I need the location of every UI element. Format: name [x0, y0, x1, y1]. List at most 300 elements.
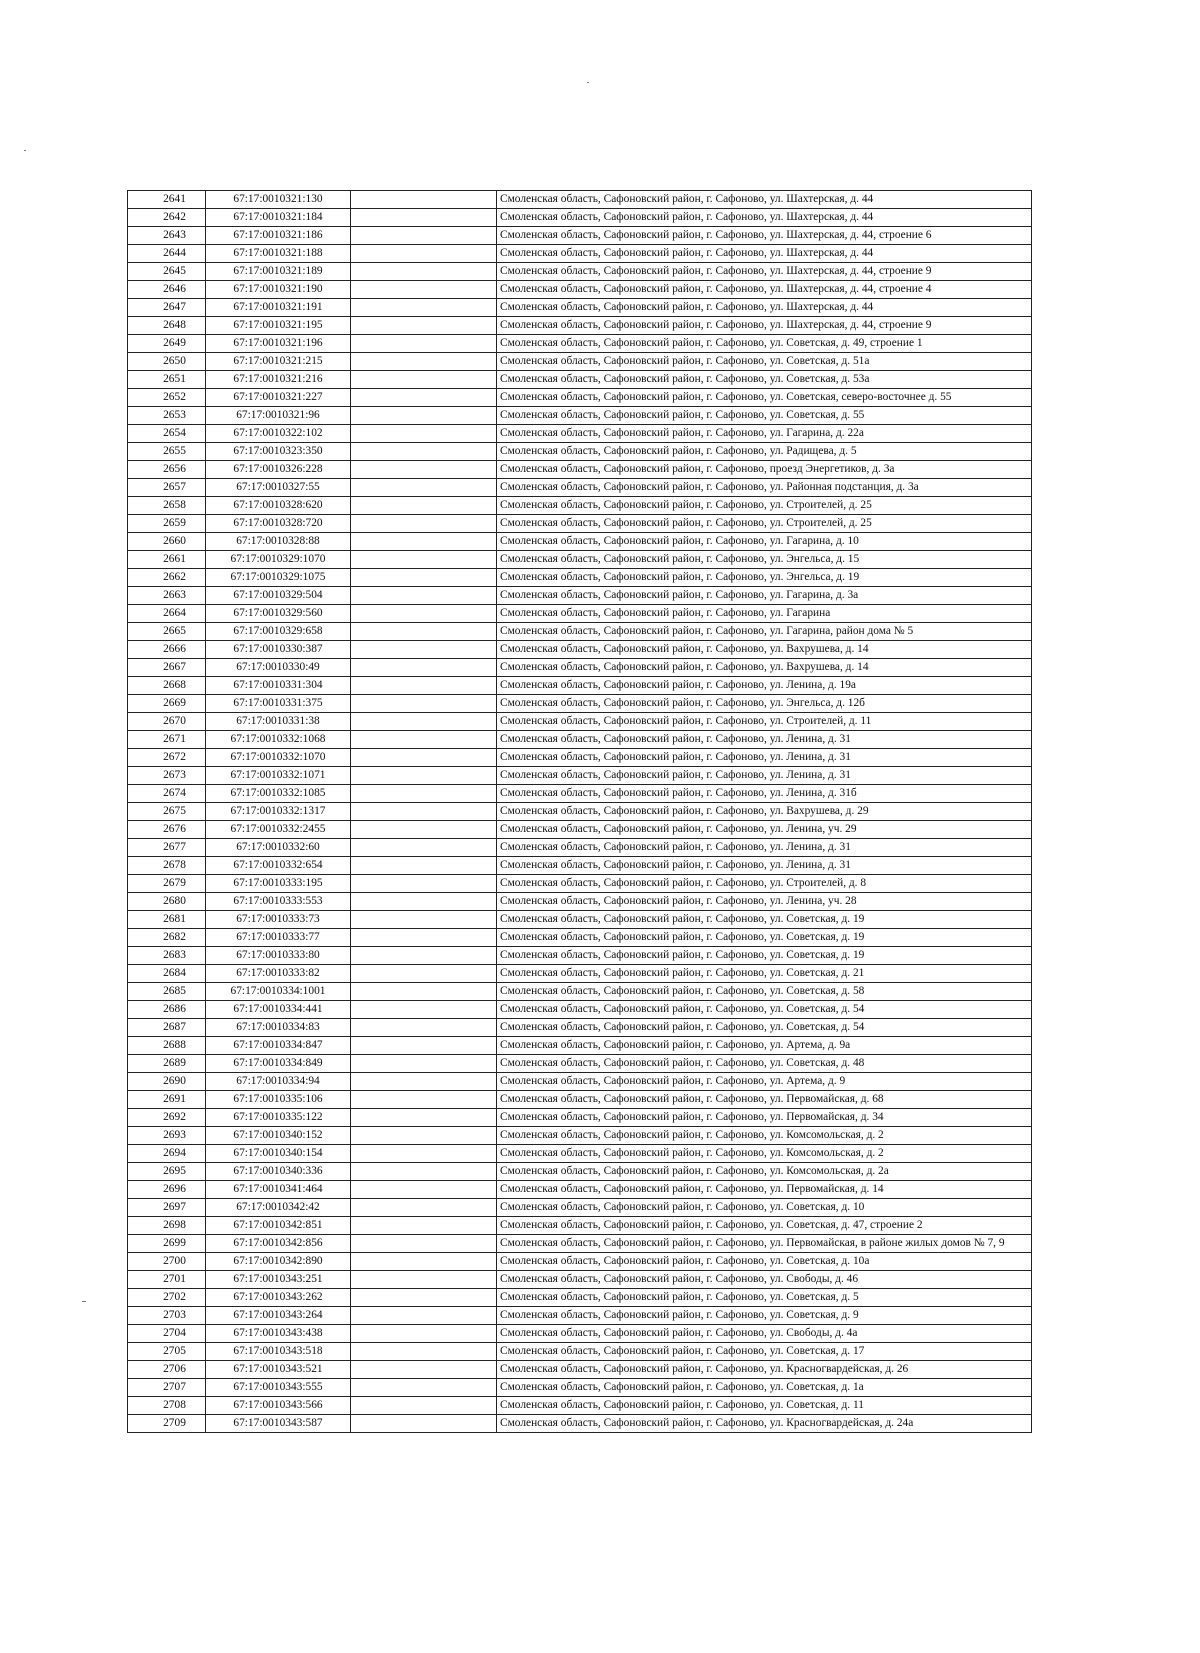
row-number-cell: 2647 — [128, 299, 206, 317]
empty-cell — [351, 1253, 497, 1271]
row-number-cell: 2708 — [128, 1397, 206, 1415]
address-cell: Смоленская область, Сафоновский район, г. Сафоново, ул. Свободы, д. 4а — [497, 1325, 1032, 1343]
empty-cell — [351, 1055, 497, 1073]
table-row — [128, 641, 1032, 659]
cadastral-number-cell: 67:17:0010333:553 — [206, 893, 351, 911]
table-row — [128, 1217, 1032, 1235]
empty-cell — [351, 659, 497, 677]
row-number-cell: 2669 — [128, 695, 206, 713]
address-cell: Смоленская область, Сафоновский район, г. Сафоново, ул. Первомайская, д. 14 — [497, 1181, 1032, 1199]
row-number-cell: 2697 — [128, 1199, 206, 1217]
empty-cell — [351, 407, 497, 425]
row-number-cell: 2654 — [128, 425, 206, 443]
row-number-cell: 2657 — [128, 479, 206, 497]
table-row — [128, 983, 1032, 1001]
address-cell: Смоленская область, Сафоновский район, г. Сафоново, ул. Шахтерская, д. 44, строение 6 — [497, 227, 1032, 245]
row-number-cell: 2667 — [128, 659, 206, 677]
empty-cell — [351, 1325, 497, 1343]
empty-cell — [351, 803, 497, 821]
row-number-cell: 2649 — [128, 335, 206, 353]
empty-cell — [351, 929, 497, 947]
cadastral-number-cell: 67:17:0010332:60 — [206, 839, 351, 857]
address-cell: Смоленская область, Сафоновский район, г. Сафоново, ул. Красногвардейская, д. 24а — [497, 1415, 1032, 1433]
row-number-cell: 2693 — [128, 1127, 206, 1145]
cadastral-number-cell: 67:17:0010343:587 — [206, 1415, 351, 1433]
row-number-cell: 2666 — [128, 641, 206, 659]
cadastral-number-cell: 67:17:0010343:251 — [206, 1271, 351, 1289]
empty-cell — [351, 875, 497, 893]
address-cell: Смоленская область, Сафоновский район, г. Сафоново, ул. Советская, д. 47, строение 2 — [497, 1217, 1032, 1235]
row-number-cell: 2705 — [128, 1343, 206, 1361]
table-row — [128, 947, 1032, 965]
empty-cell — [351, 209, 497, 227]
table-row — [128, 929, 1032, 947]
table-row — [128, 191, 1032, 209]
row-number-cell: 2703 — [128, 1307, 206, 1325]
address-cell: Смоленская область, Сафоновский район, г. Сафоново, ул. Комсомольская, д. 2 — [497, 1145, 1032, 1163]
table-row — [128, 1109, 1032, 1127]
cadastral-number-cell: 67:17:0010331:304 — [206, 677, 351, 695]
cadastral-number-cell: 67:17:0010343:262 — [206, 1289, 351, 1307]
cadastral-number-cell: 67:17:0010322:102 — [206, 425, 351, 443]
empty-cell — [351, 695, 497, 713]
cadastral-number-cell: 67:17:0010329:560 — [206, 605, 351, 623]
empty-cell — [351, 1091, 497, 1109]
address-cell: Смоленская область, Сафоновский район, г. Сафоново, ул. Строителей, д. 25 — [497, 515, 1032, 533]
table-row — [128, 551, 1032, 569]
table-row — [128, 1199, 1032, 1217]
table-row — [128, 1253, 1032, 1271]
table-row — [128, 371, 1032, 389]
cadastral-number-cell: 67:17:0010332:1085 — [206, 785, 351, 803]
empty-cell — [351, 623, 497, 641]
row-number-cell: 2668 — [128, 677, 206, 695]
row-number-cell: 2671 — [128, 731, 206, 749]
table-row — [128, 875, 1032, 893]
table-row — [128, 857, 1032, 875]
address-cell: Смоленская область, Сафоновский район, г. Сафоново, ул. Ленина, д. 19а — [497, 677, 1032, 695]
address-cell: Смоленская область, Сафоновский район, г. Сафоново, ул. Советская, д. 21 — [497, 965, 1032, 983]
cadastral-number-cell: 67:17:0010332:654 — [206, 857, 351, 875]
address-cell: Смоленская область, Сафоновский район, г. Сафоново, ул. Первомайская, д. 34 — [497, 1109, 1032, 1127]
empty-cell — [351, 1379, 497, 1397]
cadastral-number-cell: 67:17:0010332:1068 — [206, 731, 351, 749]
row-number-cell: 2696 — [128, 1181, 206, 1199]
table-row — [128, 713, 1032, 731]
address-cell: Смоленская область, Сафоновский район, г. Сафоново, ул. Энгельса, д. 19 — [497, 569, 1032, 587]
address-cell: Смоленская область, Сафоновский район, г. Сафоново, ул. Ленина, уч. 28 — [497, 893, 1032, 911]
empty-cell — [351, 893, 497, 911]
table-row — [128, 1361, 1032, 1379]
row-number-cell: 2688 — [128, 1037, 206, 1055]
cadastral-number-cell: 67:17:0010340:152 — [206, 1127, 351, 1145]
row-number-cell: 2660 — [128, 533, 206, 551]
cadastral-number-cell: 67:17:0010329:1070 — [206, 551, 351, 569]
cadastral-number-cell: 67:17:0010328:88 — [206, 533, 351, 551]
table-row — [128, 767, 1032, 785]
address-cell: Смоленская область, Сафоновский район, г. Сафоново, ул. Свободы, д. 46 — [497, 1271, 1032, 1289]
address-cell: Смоленская область, Сафоновский район, г. Сафоново, ул. Энгельса, д. 12б — [497, 695, 1032, 713]
cadastral-registry-table — [127, 190, 1032, 1433]
cadastral-number-cell: 67:17:0010335:106 — [206, 1091, 351, 1109]
empty-cell — [351, 1163, 497, 1181]
empty-cell — [351, 1289, 497, 1307]
empty-cell — [351, 1415, 497, 1433]
address-cell: Смоленская область, Сафоновский район, г. Сафоново, ул. Ленина, д. 31 — [497, 749, 1032, 767]
address-cell: Смоленская область, Сафоновский район, г. Сафоново, ул. Гагарина, район дома № 5 — [497, 623, 1032, 641]
cadastral-number-cell: 67:17:0010332:2455 — [206, 821, 351, 839]
cadastral-number-cell: 67:17:0010329:504 — [206, 587, 351, 605]
address-cell: Смоленская область, Сафоновский район, г. Сафоново, ул. Строителей, д. 11 — [497, 713, 1032, 731]
row-number-cell: 2675 — [128, 803, 206, 821]
address-cell: Смоленская область, Сафоновский район, г. Сафоново, ул. Советская, д. 19 — [497, 929, 1032, 947]
cadastral-number-cell: 67:17:0010321:227 — [206, 389, 351, 407]
row-number-cell: 2707 — [128, 1379, 206, 1397]
table-row — [128, 515, 1032, 533]
empty-cell — [351, 965, 497, 983]
row-number-cell: 2648 — [128, 317, 206, 335]
row-number-cell: 2642 — [128, 209, 206, 227]
table-row — [128, 839, 1032, 857]
empty-cell — [351, 749, 497, 767]
row-number-cell: 2701 — [128, 1271, 206, 1289]
table-row — [128, 893, 1032, 911]
row-number-cell: 2695 — [128, 1163, 206, 1181]
row-number-cell: 2689 — [128, 1055, 206, 1073]
table-row — [128, 317, 1032, 335]
address-cell: Смоленская область, Сафоновский район, г. Сафоново, ул. Районная подстанция, д. 3а — [497, 479, 1032, 497]
empty-cell — [351, 587, 497, 605]
address-cell: Смоленская область, Сафоновский район, г. Сафоново, ул. Первомайская, д. 68 — [497, 1091, 1032, 1109]
row-number-cell: 2677 — [128, 839, 206, 857]
empty-cell — [351, 1397, 497, 1415]
empty-cell — [351, 947, 497, 965]
empty-cell — [351, 731, 497, 749]
empty-cell — [351, 983, 497, 1001]
cadastral-number-cell: 67:17:0010343:438 — [206, 1325, 351, 1343]
table-row — [128, 821, 1032, 839]
empty-cell — [351, 263, 497, 281]
table-row — [128, 1235, 1032, 1253]
table-row — [128, 1271, 1032, 1289]
cadastral-number-cell: 67:17:0010321:96 — [206, 407, 351, 425]
table-row — [128, 1379, 1032, 1397]
address-cell: Смоленская область, Сафоновский район, г. Сафоново, ул. Советская, д. 48 — [497, 1055, 1032, 1073]
empty-cell — [351, 1199, 497, 1217]
empty-cell — [351, 911, 497, 929]
row-number-cell: 2652 — [128, 389, 206, 407]
address-cell: Смоленская область, Сафоновский район, г. Сафоново, ул. Комсомольская, д. 2а — [497, 1163, 1032, 1181]
empty-cell — [351, 1235, 497, 1253]
cadastral-number-cell: 67:17:0010342:890 — [206, 1253, 351, 1271]
row-number-cell: 2658 — [128, 497, 206, 515]
row-number-cell: 2670 — [128, 713, 206, 731]
cadastral-number-cell: 67:17:0010321:186 — [206, 227, 351, 245]
address-cell: Смоленская область, Сафоновский район, г. Сафоново, ул. Гагарина — [497, 605, 1032, 623]
table-row — [128, 1289, 1032, 1307]
empty-cell — [351, 515, 497, 533]
row-number-cell: 2709 — [128, 1415, 206, 1433]
table-row — [128, 425, 1032, 443]
cadastral-number-cell: 67:17:0010328:620 — [206, 497, 351, 515]
cadastral-number-cell: 67:17:0010342:42 — [206, 1199, 351, 1217]
empty-cell — [351, 227, 497, 245]
table-row — [128, 1019, 1032, 1037]
row-number-cell: 2644 — [128, 245, 206, 263]
row-number-cell: 2650 — [128, 353, 206, 371]
empty-cell — [351, 353, 497, 371]
address-cell: Смоленская область, Сафоновский район, г. Сафоново, ул. Советская, д. 54 — [497, 1001, 1032, 1019]
scan-speck — [82, 1301, 86, 1302]
row-number-cell: 2684 — [128, 965, 206, 983]
address-cell: Смоленская область, Сафоновский район, г. Сафоново, ул. Шахтерская, д. 44 — [497, 191, 1032, 209]
empty-cell — [351, 713, 497, 731]
empty-cell — [351, 857, 497, 875]
table-row — [128, 1163, 1032, 1181]
cadastral-number-cell: 67:17:0010343:521 — [206, 1361, 351, 1379]
address-cell: Смоленская область, Сафоновский район, г. Сафоново, ул. Шахтерская, д. 44, строение 4 — [497, 281, 1032, 299]
address-cell: Смоленская область, Сафоновский район, г. Сафоново, ул. Советская, д. 51а — [497, 353, 1032, 371]
cadastral-number-cell: 67:17:0010326:228 — [206, 461, 351, 479]
row-number-cell: 2694 — [128, 1145, 206, 1163]
table-row — [128, 587, 1032, 605]
empty-cell — [351, 371, 497, 389]
table-row — [128, 659, 1032, 677]
row-number-cell: 2659 — [128, 515, 206, 533]
address-cell: Смоленская область, Сафоновский район, г. Сафоново, ул. Ленина, уч. 29 — [497, 821, 1032, 839]
cadastral-number-cell: 67:17:0010343:555 — [206, 1379, 351, 1397]
row-number-cell: 2700 — [128, 1253, 206, 1271]
row-number-cell: 2687 — [128, 1019, 206, 1037]
empty-cell — [351, 569, 497, 587]
cadastral-number-cell: 67:17:0010321:189 — [206, 263, 351, 281]
address-cell: Смоленская область, Сафоновский район, г. Сафоново, ул. Советская, д. 11 — [497, 1397, 1032, 1415]
row-number-cell: 2655 — [128, 443, 206, 461]
cadastral-number-cell: 67:17:0010321:130 — [206, 191, 351, 209]
address-cell: Смоленская область, Сафоновский район, г. Сафоново, ул. Гагарина, д. 3а — [497, 587, 1032, 605]
address-cell: Смоленская область, Сафоновский район, г. Сафоново, ул. Энгельса, д. 15 — [497, 551, 1032, 569]
table-row — [128, 1127, 1032, 1145]
empty-cell — [351, 677, 497, 695]
table-row — [128, 353, 1032, 371]
cadastral-number-cell: 67:17:0010343:518 — [206, 1343, 351, 1361]
address-cell: Смоленская область, Сафоновский район, г. Сафоново, ул. Советская, д. 49, строение 1 — [497, 335, 1032, 353]
address-cell: Смоленская область, Сафоновский район, г. Сафоново, ул. Шахтерская, д. 44, строение 9 — [497, 263, 1032, 281]
row-number-cell: 2656 — [128, 461, 206, 479]
row-number-cell: 2690 — [128, 1073, 206, 1091]
row-number-cell: 2674 — [128, 785, 206, 803]
row-number-cell: 2680 — [128, 893, 206, 911]
table-row — [128, 461, 1032, 479]
empty-cell — [351, 1037, 497, 1055]
address-cell: Смоленская область, Сафоновский район, г. Сафоново, ул. Шахтерская, д. 44 — [497, 209, 1032, 227]
row-number-cell: 2679 — [128, 875, 206, 893]
empty-cell — [351, 443, 497, 461]
cadastral-number-cell: 67:17:0010341:464 — [206, 1181, 351, 1199]
table-row — [128, 911, 1032, 929]
cadastral-number-cell: 67:17:0010332:1070 — [206, 749, 351, 767]
table-row — [128, 1397, 1032, 1415]
table-row — [128, 389, 1032, 407]
cadastral-number-cell: 67:17:0010321:195 — [206, 317, 351, 335]
row-number-cell: 2663 — [128, 587, 206, 605]
cadastral-number-cell: 67:17:0010323:350 — [206, 443, 351, 461]
empty-cell — [351, 641, 497, 659]
empty-cell — [351, 497, 497, 515]
cadastral-number-cell: 67:17:0010343:264 — [206, 1307, 351, 1325]
empty-cell — [351, 1109, 497, 1127]
table-row — [128, 1415, 1032, 1433]
cadastral-number-cell: 67:17:0010328:720 — [206, 515, 351, 533]
row-number-cell: 2673 — [128, 767, 206, 785]
empty-cell — [351, 1271, 497, 1289]
table-row — [128, 1073, 1032, 1091]
address-cell: Смоленская область, Сафоновский район, г. Сафоново, ул. Первомайская, в районе жилых домов № 7, 9 — [497, 1235, 1032, 1253]
row-number-cell: 2699 — [128, 1235, 206, 1253]
row-number-cell: 2681 — [128, 911, 206, 929]
address-cell: Смоленская область, Сафоновский район, г. Сафоново, ул. Советская, д. 19 — [497, 911, 1032, 929]
address-cell: Смоленская область, Сафоновский район, г. Сафоново, ул. Вахрушева, д. 29 — [497, 803, 1032, 821]
empty-cell — [351, 425, 497, 443]
address-cell: Смоленская область, Сафоновский район, г. Сафоново, ул. Комсомольская, д. 2 — [497, 1127, 1032, 1145]
row-number-cell: 2702 — [128, 1289, 206, 1307]
cadastral-number-cell: 67:17:0010321:190 — [206, 281, 351, 299]
empty-cell — [351, 1217, 497, 1235]
table-row — [128, 677, 1032, 695]
cadastral-number-cell: 67:17:0010321:216 — [206, 371, 351, 389]
address-cell: Смоленская область, Сафоновский район, г. Сафоново, ул. Советская, д. 58 — [497, 983, 1032, 1001]
address-cell: Смоленская область, Сафоновский район, г. Сафоново, ул. Красногвардейская, д. 26 — [497, 1361, 1032, 1379]
row-number-cell: 2676 — [128, 821, 206, 839]
table-row — [128, 1055, 1032, 1073]
address-cell: Смоленская область, Сафоновский район, г. Сафоново, ул. Шахтерская, д. 44, строение 9 — [497, 317, 1032, 335]
empty-cell — [351, 1307, 497, 1325]
empty-cell — [351, 1181, 497, 1199]
row-number-cell: 2653 — [128, 407, 206, 425]
registry-body — [128, 191, 1032, 1433]
address-cell: Смоленская область, Сафоновский район, г. Сафоново, ул. Советская, д. 54 — [497, 1019, 1032, 1037]
cadastral-number-cell: 67:17:0010332:1071 — [206, 767, 351, 785]
empty-cell — [351, 605, 497, 623]
cadastral-number-cell: 67:17:0010342:856 — [206, 1235, 351, 1253]
address-cell: Смоленская область, Сафоновский район, г. Сафоново, ул. Советская, д. 1а — [497, 1379, 1032, 1397]
address-cell: Смоленская область, Сафоновский район, г. Сафоново, проезд Энергетиков, д. 3а — [497, 461, 1032, 479]
address-cell: Смоленская область, Сафоновский район, г. Сафоново, ул. Ленина, д. 31 — [497, 767, 1032, 785]
table-row — [128, 281, 1032, 299]
row-number-cell: 2678 — [128, 857, 206, 875]
cadastral-number-cell: 67:17:0010329:658 — [206, 623, 351, 641]
cadastral-number-cell: 67:17:0010343:566 — [206, 1397, 351, 1415]
table-row — [128, 335, 1032, 353]
row-number-cell: 2692 — [128, 1109, 206, 1127]
cadastral-number-cell: 67:17:0010333:82 — [206, 965, 351, 983]
row-number-cell: 2706 — [128, 1361, 206, 1379]
address-cell: Смоленская область, Сафоновский район, г. Сафоново, ул. Гагарина, д. 22а — [497, 425, 1032, 443]
table-row — [128, 1181, 1032, 1199]
address-cell: Смоленская область, Сафоновский район, г. Сафоново, ул. Ленина, д. 31 — [497, 731, 1032, 749]
row-number-cell: 2672 — [128, 749, 206, 767]
table-row — [128, 533, 1032, 551]
row-number-cell: 2662 — [128, 569, 206, 587]
row-number-cell: 2698 — [128, 1217, 206, 1235]
row-number-cell: 2682 — [128, 929, 206, 947]
empty-cell — [351, 1343, 497, 1361]
address-cell: Смоленская область, Сафоновский район, г. Сафоново, ул. Шахтерская, д. 44 — [497, 245, 1032, 263]
empty-cell — [351, 785, 497, 803]
address-cell: Смоленская область, Сафоновский район, г. Сафоново, ул. Радищева, д. 5 — [497, 443, 1032, 461]
cadastral-number-cell: 67:17:0010327:55 — [206, 479, 351, 497]
empty-cell — [351, 551, 497, 569]
address-cell: Смоленская область, Сафоновский район, г. Сафоново, ул. Советская, северо-восточнее д. 55 — [497, 389, 1032, 407]
table-row — [128, 749, 1032, 767]
cadastral-number-cell: 67:17:0010333:73 — [206, 911, 351, 929]
empty-cell — [351, 1073, 497, 1091]
cadastral-number-cell: 67:17:0010335:122 — [206, 1109, 351, 1127]
row-number-cell: 2704 — [128, 1325, 206, 1343]
empty-cell — [351, 335, 497, 353]
empty-cell — [351, 1145, 497, 1163]
table-row — [128, 569, 1032, 587]
address-cell: Смоленская область, Сафоновский район, г. Сафоново, ул. Гагарина, д. 10 — [497, 533, 1032, 551]
table-row — [128, 785, 1032, 803]
cadastral-number-cell: 67:17:0010330:49 — [206, 659, 351, 677]
address-cell: Смоленская область, Сафоновский район, г. Сафоново, ул. Артема, д. 9а — [497, 1037, 1032, 1055]
row-number-cell: 2683 — [128, 947, 206, 965]
address-cell: Смоленская область, Сафоновский район, г. Сафоново, ул. Строителей, д. 8 — [497, 875, 1032, 893]
cadastral-number-cell: 67:17:0010340:154 — [206, 1145, 351, 1163]
cadastral-number-cell: 67:17:0010333:195 — [206, 875, 351, 893]
row-number-cell: 2641 — [128, 191, 206, 209]
row-number-cell: 2661 — [128, 551, 206, 569]
empty-cell — [351, 821, 497, 839]
cadastral-number-cell: 67:17:0010334:441 — [206, 1001, 351, 1019]
cadastral-number-cell: 67:17:0010334:849 — [206, 1055, 351, 1073]
cadastral-number-cell: 67:17:0010321:196 — [206, 335, 351, 353]
address-cell: Смоленская область, Сафоновский район, г. Сафоново, ул. Советская, д. 55 — [497, 407, 1032, 425]
table-row — [128, 1325, 1032, 1343]
address-cell: Смоленская область, Сафоновский район, г. Сафоново, ул. Советская, д. 53а — [497, 371, 1032, 389]
address-cell: Смоленская область, Сафоновский район, г. Сафоново, ул. Строителей, д. 25 — [497, 497, 1032, 515]
scan-speck — [24, 150, 26, 151]
empty-cell — [351, 1127, 497, 1145]
address-cell: Смоленская область, Сафоновский район, г. Сафоново, ул. Ленина, д. 31 — [497, 857, 1032, 875]
row-number-cell: 2651 — [128, 371, 206, 389]
table-row — [128, 245, 1032, 263]
empty-cell — [351, 191, 497, 209]
address-cell: Смоленская область, Сафоновский район, г. Сафоново, ул. Вахрушева, д. 14 — [497, 659, 1032, 677]
cadastral-number-cell: 67:17:0010332:1317 — [206, 803, 351, 821]
empty-cell — [351, 1001, 497, 1019]
address-cell: Смоленская область, Сафоновский район, г. Сафоново, ул. Советская, д. 9 — [497, 1307, 1032, 1325]
empty-cell — [351, 461, 497, 479]
table-row — [128, 407, 1032, 425]
address-cell: Смоленская область, Сафоновский район, г. Сафоново, ул. Ленина, д. 31б — [497, 785, 1032, 803]
table-row — [128, 479, 1032, 497]
cadastral-number-cell: 67:17:0010334:847 — [206, 1037, 351, 1055]
row-number-cell: 2665 — [128, 623, 206, 641]
cadastral-number-cell: 67:17:0010334:1001 — [206, 983, 351, 1001]
cadastral-number-cell: 67:17:0010331:375 — [206, 695, 351, 713]
address-cell: Смоленская область, Сафоновский район, г. Сафоново, ул. Советская, д. 10 — [497, 1199, 1032, 1217]
row-number-cell: 2664 — [128, 605, 206, 623]
address-cell: Смоленская область, Сафоновский район, г. Сафоново, ул. Советская, д. 19 — [497, 947, 1032, 965]
cadastral-number-cell: 67:17:0010334:83 — [206, 1019, 351, 1037]
row-number-cell: 2645 — [128, 263, 206, 281]
row-number-cell: 2686 — [128, 1001, 206, 1019]
empty-cell — [351, 839, 497, 857]
empty-cell — [351, 245, 497, 263]
empty-cell — [351, 389, 497, 407]
